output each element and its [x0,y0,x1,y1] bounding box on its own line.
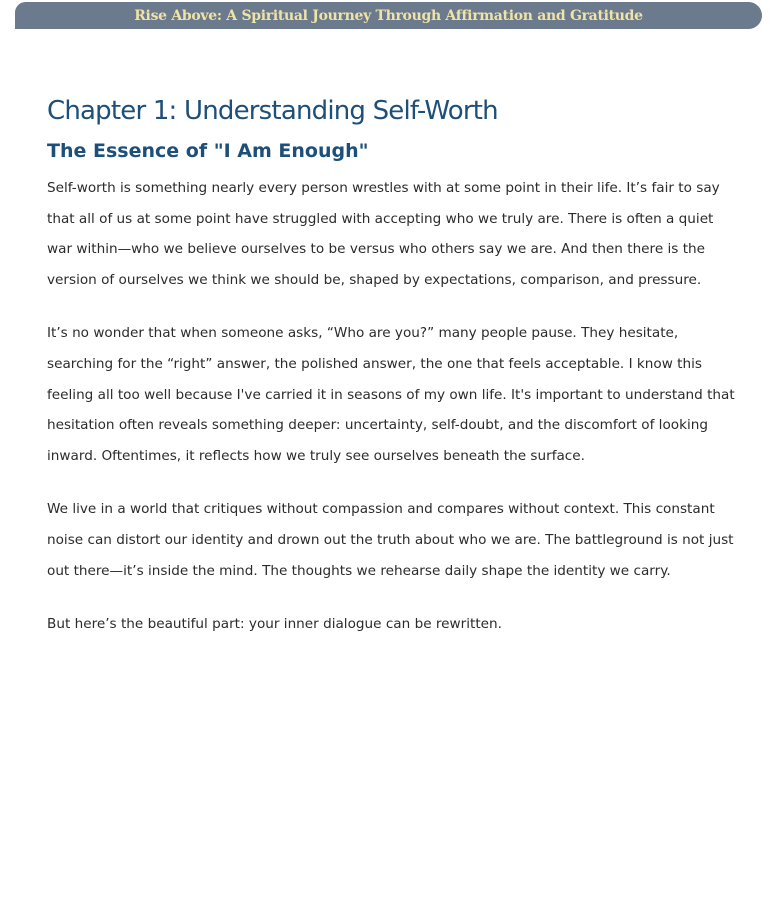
header-banner [15,2,762,29]
paragraph: It’s no wonder that when someone asks, “Who are you?” many people pause. They hesitate, searching for the “right” answer, the polished answer, the one that feels acceptable. I know this feeling all too well because I've carried it in seasons of my own life. It's important to understand that hesitation often reveals something deeper: uncertainty, self-doubt, and the discomfort of looking inward. Oftentimes, it reflects how we truly see ourselves beneath the surface. [47,325,735,464]
section-heading: The Essence of "I Am Enough" [47,140,369,162]
paragraph: But here’s the beautiful part: your inner dialogue can be rewritten. [47,616,502,633]
page-content [47,92,737,640]
paragraph: Self-worth is something nearly every person wrestles with at some point in their life. It’s fair to say that all of us at some point have struggled with accepting who we truly are. There is often a quiet war within—who we believe ourselves to be versus who others say we are. And then there is the version of ourselves we think we should be, shaped by expectations, comparison, and pressure. [47,180,720,288]
book-title: Rise Above: A Spiritual Journey Through Affirmation and Gratitude [134,7,643,24]
paragraph: We live in a world that critiques without compassion and compares without context. This constant noise can distort our identity and drown out the truth about who we are. The battleground is not just out there—it’s inside the mind. The thoughts we rehearse daily shape the identity we carry. [47,501,734,579]
chapter-title: Chapter 1: Understanding Self-Worth [47,96,498,126]
